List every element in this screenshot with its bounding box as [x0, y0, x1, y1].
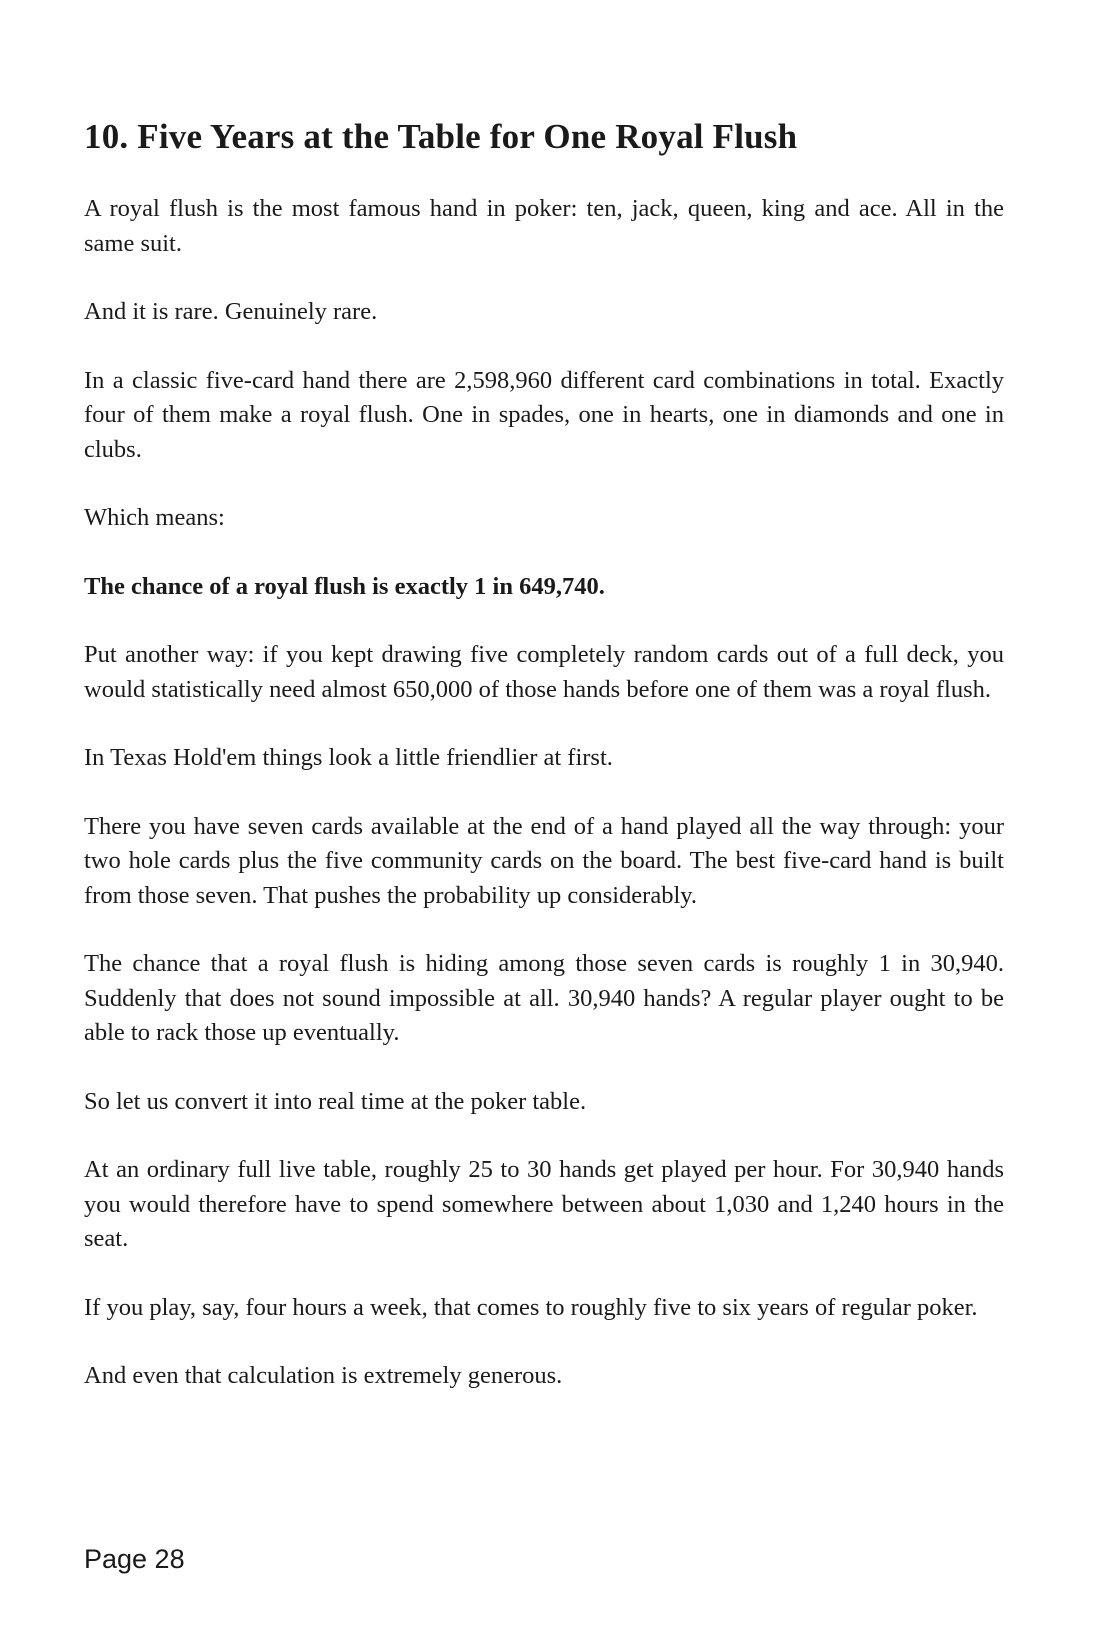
paragraph-which-means: Which means:	[84, 504, 225, 531]
paragraph-hours-per-week: If you play, say, four hours a week, that comes to roughly five to six years of regular poker.	[84, 1293, 978, 1321]
paragraph-seven-card-chance: The chance that a royal flush is hiding among those seven cards is roughly 1 in 30,940. Suddenly that does not sound impossible at all. 30,940 hands? A regular player ought to be able to rack those up eventually.	[84, 950, 1004, 1046]
paragraph-key-probability: The chance of a royal flush is exactly 1 in 649,740.	[84, 572, 605, 600]
page-number: Page 28	[84, 1544, 185, 1574]
paragraph-hands-per-hour: At an ordinary full live table, roughly 25 to 30 hands get played per hour. For 30,940 hands you would therefore have to spend somewhere between about 1,030 and 1,240 hours in the seat.	[84, 1156, 1004, 1252]
paragraph-royal-flush-definition: A royal flush is the most famous hand in poker: ten, jack, queen, king and ace. All in the same suit.	[84, 195, 1004, 257]
paragraph-convert-time: So let us convert it into real time at the poker table.	[84, 1087, 587, 1115]
paragraph-put-another-way: Put another way: if you kept drawing five completely random cards out of a full deck, you would statistically need almost 650,000 of those hands before one of them was a royal flush.	[84, 641, 1004, 703]
paragraph-texas-holdem: In Texas Hold'em things look a little friendlier at first.	[84, 744, 613, 771]
paragraph-generous: And even that calculation is extremely generous.	[84, 1362, 563, 1389]
page-content	[84, 116, 1004, 1428]
paragraph-seven-cards: There you have seven cards available at the end of a hand played all the way through: your two hole cards plus the five community cards on the board. The best five-card hand is built from those seven. That pushes the probability up considerably.	[84, 812, 1004, 909]
chapter-title: 10. Five Years at the Table for One Royal Flush	[84, 117, 798, 156]
paragraph-five-card-combinations: In a classic five-card hand there are 2,598,960 different card combinations in total. Exactly four of them make a royal flush. One in spades, one in hearts, one in diamonds and one in clubs.	[84, 366, 1004, 463]
paragraph-rarity: And it is rare. Genuinely rare.	[84, 298, 378, 325]
